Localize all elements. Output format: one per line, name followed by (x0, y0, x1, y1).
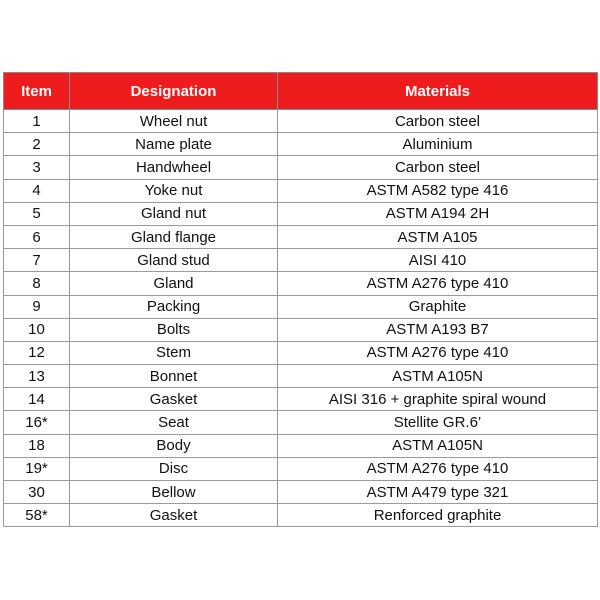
item-cell: 19* (4, 457, 70, 480)
item-cell: 12 (4, 341, 70, 364)
material-cell: ASTM A276 type 410 (278, 457, 598, 480)
table-row (4, 133, 598, 156)
table-row (4, 249, 598, 272)
item-cell: 16* (4, 411, 70, 434)
material-cell: Carbon steel (278, 110, 598, 133)
table-header-row (4, 73, 598, 110)
table-row (4, 225, 598, 248)
material-cell: ASTM A105 (278, 225, 598, 248)
table-body (4, 110, 598, 527)
header-item: Item (4, 73, 70, 110)
item-cell: 3 (4, 156, 70, 179)
material-cell: Graphite (278, 295, 598, 318)
table-row (4, 457, 598, 480)
item-cell: 14 (4, 388, 70, 411)
item-cell: 2 (4, 133, 70, 156)
table-row (4, 179, 598, 202)
table-row (4, 481, 598, 504)
table-row (4, 365, 598, 388)
material-cell: Aluminium (278, 133, 598, 156)
designation-cell: Seat (70, 411, 278, 434)
designation-cell: Disc (70, 457, 278, 480)
table-row (4, 504, 598, 527)
material-cell: AISI 410 (278, 249, 598, 272)
material-cell: ASTM A105N (278, 365, 598, 388)
parts-materials-table (3, 72, 598, 527)
designation-cell: Bolts (70, 318, 278, 341)
designation-cell: Bonnet (70, 365, 278, 388)
designation-cell: Yoke nut (70, 179, 278, 202)
material-cell: ASTM A105N (278, 434, 598, 457)
table-row (4, 318, 598, 341)
header-designation: Designation (70, 73, 278, 110)
designation-cell: Gland stud (70, 249, 278, 272)
material-cell: ASTM A194 2H (278, 202, 598, 225)
designation-cell: Gland flange (70, 225, 278, 248)
item-cell: 8 (4, 272, 70, 295)
material-cell: ASTM A582 type 416 (278, 179, 598, 202)
designation-cell: Gland nut (70, 202, 278, 225)
item-cell: 7 (4, 249, 70, 272)
material-cell: ASTM A193 B7 (278, 318, 598, 341)
item-cell: 30 (4, 481, 70, 504)
designation-cell: Stem (70, 341, 278, 364)
item-cell: 6 (4, 225, 70, 248)
item-cell: 5 (4, 202, 70, 225)
designation-cell: Packing (70, 295, 278, 318)
designation-cell: Handwheel (70, 156, 278, 179)
designation-cell: Body (70, 434, 278, 457)
material-cell: Carbon steel (278, 156, 598, 179)
table-row (4, 434, 598, 457)
designation-cell: Gasket (70, 388, 278, 411)
item-cell: 13 (4, 365, 70, 388)
table-row (4, 341, 598, 364)
material-cell: ASTM A479 type 321 (278, 481, 598, 504)
table-row (4, 411, 598, 434)
designation-cell: Gasket (70, 504, 278, 527)
designation-cell: Wheel nut (70, 110, 278, 133)
item-cell: 18 (4, 434, 70, 457)
table-row (4, 295, 598, 318)
designation-cell: Name plate (70, 133, 278, 156)
material-cell: ASTM A276 type 410 (278, 341, 598, 364)
item-cell: 10 (4, 318, 70, 341)
item-cell: 1 (4, 110, 70, 133)
table-row (4, 110, 598, 133)
item-cell: 9 (4, 295, 70, 318)
material-cell: Renforced graphite (278, 504, 598, 527)
header-materials: Materials (278, 73, 598, 110)
designation-cell: Bellow (70, 481, 278, 504)
table-row (4, 156, 598, 179)
table-row (4, 202, 598, 225)
table-row (4, 272, 598, 295)
designation-cell: Gland (70, 272, 278, 295)
table-row (4, 388, 598, 411)
material-cell: AISI 316 + graphite spiral wound (278, 388, 598, 411)
item-cell: 58* (4, 504, 70, 527)
material-cell: Stellite GR.6’ (278, 411, 598, 434)
material-cell: ASTM A276 type 410 (278, 272, 598, 295)
item-cell: 4 (4, 179, 70, 202)
